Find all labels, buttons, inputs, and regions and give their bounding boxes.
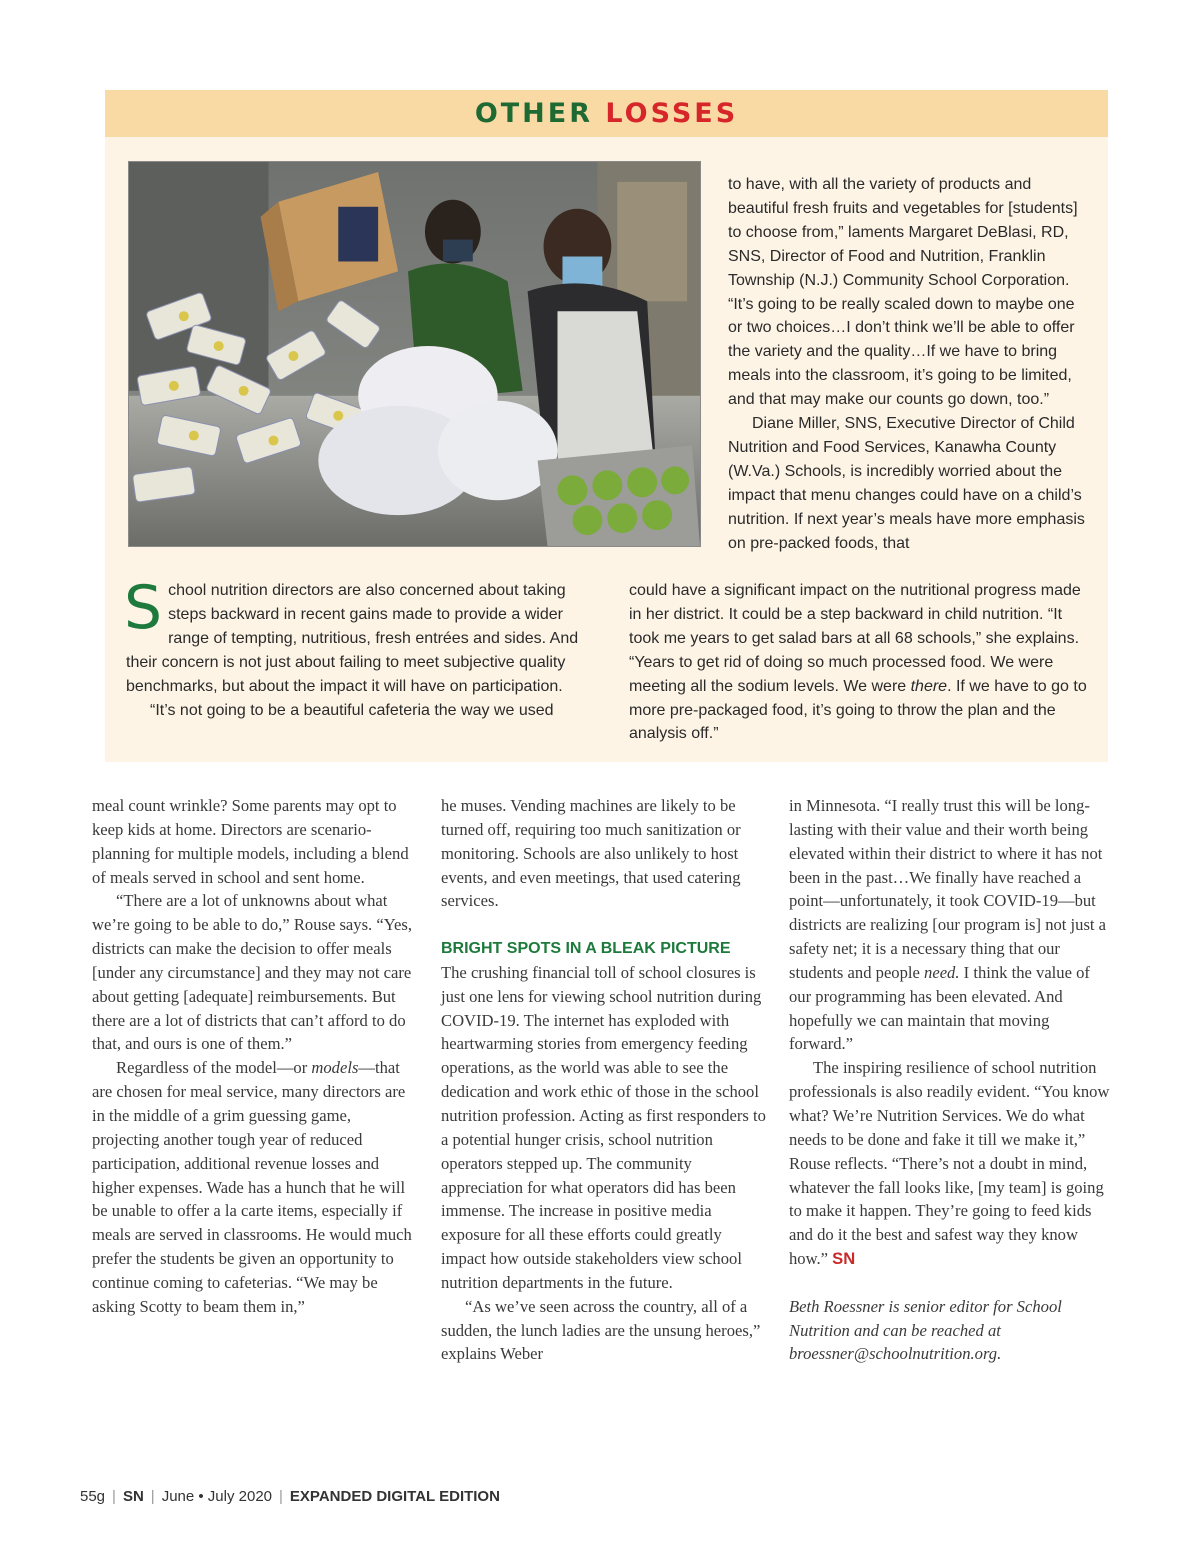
article-column-2: [441, 794, 766, 1366]
sidebar-text-run: . If we have to go to more pre-packaged food, it’s going to throw the plan and the analysis off.”: [629, 677, 1087, 743]
article-column-1: [92, 794, 417, 1319]
footer-divider: |: [150, 1488, 155, 1505]
footer-divider: |: [112, 1488, 116, 1505]
sidebar-paragraph: “It’s not going to be a beautiful cafeteria the way we used: [150, 701, 554, 719]
article-paragraph: [789, 1056, 1114, 1271]
page-footer: [80, 1488, 500, 1505]
article-emphasis: models: [311, 1058, 359, 1078]
article-column-3: [789, 794, 1114, 1366]
magazine-name: SN: [122, 1488, 144, 1505]
sidebar-emphasis: there: [910, 677, 948, 695]
article-paragraph: [92, 1056, 417, 1318]
issue-date: June • July 2020: [161, 1488, 273, 1505]
author-byline: Beth Roessner is senior editor for School Nutrition and can be reached at broessner@schoolnutrition.org.: [789, 1296, 1062, 1364]
article-paragraph: [789, 794, 1114, 1056]
article-paragraph: The crushing financial toll of school closures is just one lens for viewing school nutrition during COVID-19. The internet has exploded with heartwarming stories from emergency feeding operations, as the world was able to see the dedication and work ethic of those in the school nutrition profession. Acting as first responders to a potential hunger crisis, school nutrition operators stepped up. The community appreciation for what operators did has been immense. The increase in positive media exposure for all these efforts could greatly impact how outside stakeholders view school nutrition departments in the future.: [441, 962, 766, 1292]
article-paragraph: meal count wrinkle? Some parents may opt to keep kids at home. Directors are scenario-planning for multiple models, including a blend of meals served in school and sent home.: [92, 796, 409, 887]
sidebar-column-right-top: [728, 173, 1088, 556]
sidebar-paragraph: Diane Miller, SNS, Executive Director of Child Nutrition and Food Services, Kanawha County (W.Va.) Schools, is incredibly worried about the impact that menu changes could have on a child’s nutrition. If next year’s meals have more emphasis on pre-packed foods, that: [728, 415, 1085, 552]
sidebar-title-word1: OTHER: [474, 98, 594, 129]
article-paragraph: he muses. Vending machines are likely to be turned off, requiring too much sanitization or monitoring. Schools are also unlikely to host events, and even meetings, that used catering services.: [441, 796, 741, 911]
photo-workers-packing-meals: [128, 161, 701, 547]
article-text-run: in Minnesota. “I really trust this will be long-lasting with their value and their worth being elevated within their district to where it has not been in the past…We finally have reached a point—unfortunately, it took COVID-19—but districts are realizing [our program is] not just a safety net; it is a necessary thing that our students and people: [789, 796, 1107, 982]
article-paragraph: “As we’ve seen across the country, all of a sudden, the lunch ladies are the unsung heroes,” explains Weber: [441, 1296, 761, 1364]
sidebar-column-left: [124, 573, 581, 722]
sidebar-paragraph-text: chool nutrition directors are also concerned about taking steps backward in recent gains made to provide a wider range of tempting, nutritious, fresh entrées and sides. And their concern is not just about failing to meet subjective quality benchmarks, but about the impact it will have on participation.: [126, 582, 579, 695]
article-text-run: Regardless of the model—or: [116, 1058, 312, 1078]
edition-label: EXPANDED DIGITAL EDITION: [289, 1488, 500, 1505]
drop-cap: S: [124, 573, 163, 643]
sidebar-column-right-bottom: [629, 579, 1089, 746]
sidebar-paragraph: [629, 579, 1089, 746]
article-text-run: The inspiring resilience of school nutrition professionals is also readily evident. “You know what? We’re Nutrition Services. We do what needs to be done and fake it till we make it,” Rouse reflects. “There’s not a doubt in mind, whatever the fall looks like, [my team] is going to make it happen. They’re going to feed kids and do it the best and safest way they know how.”: [789, 1058, 1110, 1269]
sidebar-paragraph: to have, with all the variety of products and beautiful fresh fruits and vegetables for [students] to choose from,” laments Margaret DeBlasi, RD, SNS, Director of Food and Nutrition, Franklin Township (N.J.) Community School Corporation. “It’s going to be really scaled down to maybe one or two choices…I don’t think we’ll be able to offer the variety and the quality…If we have to bring meals into the classroom, it’s going to be limited, and that may make our counts go down, too.”: [728, 176, 1078, 409]
footer-divider: |: [279, 1488, 283, 1505]
section-subhead: BRIGHT SPOTS IN A BLEAK PICTURE: [441, 940, 731, 958]
article-text-run: —that are chosen for meal service, many directors are in the middle of a grim guessing game, projecting another tough year of reduced participation, additional revenue losses and higher expenses. Wade has a hunch that he will be unable to offer a la carte items, especially if meals are served in classrooms. He would much prefer the students be given an opportunity to continue coming to cafeterias. “We may be asking Scotty to beam them in,”: [92, 1058, 412, 1316]
article-emphasis: need.: [924, 962, 960, 982]
sidebar-text-run: could have a significant impact on the nutritional progress made in her district. It could be a step backward in child nutrition. “It took me years to get salad bars at all 68 schools,” she explains. “Years to get rid of doing so much processed food. We were meeting all the sodium levels. We were: [629, 582, 1081, 695]
end-mark: SN: [832, 1249, 856, 1269]
sidebar-title: [475, 98, 738, 129]
sidebar-title-word2: LOSSES: [605, 98, 739, 129]
page-number: 55g: [80, 1488, 106, 1505]
article-paragraph: “There are a lot of unknowns about what we’re going to be able to do,” Rouse says. “Yes, districts can make the decision to offer meals [under any circumstance] and they may not care about getting [adequate] reimbursements. But there are a lot of districts that can’t afford to do that, and ours is one of them.”: [92, 891, 412, 1054]
sidebar-header: [105, 90, 1108, 137]
article-text-run: I think the value of our programming has been elevated. And hopefully we can maintain that moving forward.”: [789, 962, 1090, 1054]
sidebar-paragraph: [124, 573, 581, 699]
